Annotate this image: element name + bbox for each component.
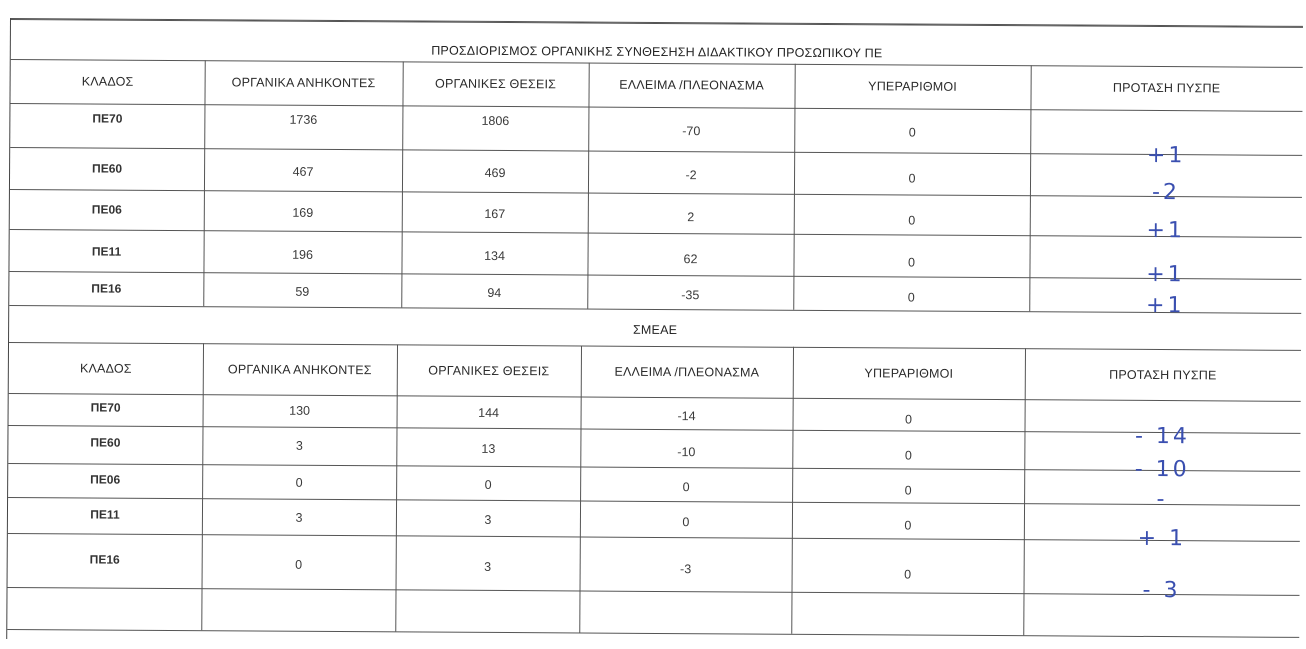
table-cell-anhkontes: 59 xyxy=(295,284,310,299)
table-cell-theseis: 0 xyxy=(484,477,492,492)
handwritten-protasi: -2 xyxy=(1151,179,1181,205)
header-elleima: ΕΛΛΕΙΜΑ /ΠΛΕΟΝΑΣΜΑ xyxy=(619,77,765,93)
table-cell-elleima: -3 xyxy=(680,562,692,577)
table-row-klados: ΠΕ70 xyxy=(92,111,123,126)
handwritten-protasi: +1 xyxy=(1146,217,1186,243)
table-cell-yperarithmoi: 0 xyxy=(908,171,916,186)
handwritten-protasi: + 1 xyxy=(1137,525,1187,551)
table-cell-anhkontes: 467 xyxy=(292,164,314,179)
header-protasi: ΠΡΟΤΑΣΗ ΠΥΣΠΕ xyxy=(1109,367,1217,382)
table-cell-yperarithmoi: 0 xyxy=(907,290,915,305)
table-cell-elleima: -70 xyxy=(682,124,701,139)
table-cell-theseis: 1806 xyxy=(481,113,510,129)
header-yperarithmoi: ΥΠΕΡΑΡΙΘΜΟΙ xyxy=(868,79,958,94)
table-cell-yperarithmoi: 0 xyxy=(908,213,916,228)
table-row-klados: ΠΕ16 xyxy=(89,552,120,567)
table-cell-elleima: 62 xyxy=(683,252,698,267)
table-cell-anhkontes: 130 xyxy=(289,403,311,418)
table-cell-theseis: 3 xyxy=(484,559,492,574)
table-cell-yperarithmoi: 0 xyxy=(904,483,912,498)
table-cell-anhkontes: 0 xyxy=(295,557,303,572)
header-yperarithmoi: ΥΠΕΡΑΡΙΘΜΟΙ xyxy=(864,365,954,381)
table-cell-yperarithmoi: 0 xyxy=(904,448,912,463)
table-cell-elleima: 2 xyxy=(687,210,695,225)
table-cell-elleima: 0 xyxy=(682,515,690,530)
handwritten-protasi: - xyxy=(1156,486,1168,512)
table-row-klados: ΠΕ16 xyxy=(91,281,122,296)
table-cell-anhkontes: 0 xyxy=(295,475,303,490)
header-theseis: ΟΡΓΑΝΙΚΕΣ ΘΕΣΕΙΣ xyxy=(435,76,557,92)
table-cell-theseis: 469 xyxy=(484,165,506,181)
table-smeae-title: ΣΜΕΑΕ xyxy=(632,322,678,338)
table-cell-theseis: 13 xyxy=(481,441,496,456)
header-elleima: ΕΛΛΕΙΜΑ /ΠΛΕΟΝΑΣΜΑ xyxy=(614,364,760,380)
table-cell-theseis: 3 xyxy=(484,512,492,527)
table-cell-elleima: -2 xyxy=(685,168,697,183)
table-cell-elleima: -14 xyxy=(677,409,696,424)
table-row-klados: ΠΕ60 xyxy=(90,435,121,450)
table-cell-yperarithmoi: 0 xyxy=(904,567,912,582)
rule-line xyxy=(7,629,1299,638)
table-cell-theseis: 94 xyxy=(487,285,502,301)
table-cell-theseis: 167 xyxy=(484,206,506,222)
header-klados: ΚΛΑΔΟΣ xyxy=(79,360,132,376)
table-cell-yperarithmoi: 0 xyxy=(904,518,912,533)
table-row-klados: ΠΕ11 xyxy=(91,244,122,259)
table-cell-anhkontes: 3 xyxy=(295,510,303,525)
table-cell-yperarithmoi: 0 xyxy=(908,125,916,140)
table-pe-title: ΠΡΟΣΔΙΟΡΙΣΜΟΣ ΟΡΓΑΝΙΚΗΣ ΣΥΝΘΕΣΗΣΗ ΔΙΔΑΚΤΙΚΟΥ ΠΡΟΣΩΠΙΚΟΥ ΠΕ xyxy=(431,43,883,61)
table-cell-anhkontes: 3 xyxy=(295,438,303,453)
table-cell-anhkontes: 196 xyxy=(292,247,314,262)
table-row-klados: ΠΕ11 xyxy=(90,507,120,522)
handwritten-protasi: - 14 xyxy=(1134,423,1191,449)
table-cell-elleima: 0 xyxy=(682,480,690,495)
rule-line xyxy=(11,19,1303,28)
table-cell-yperarithmoi: 0 xyxy=(905,412,913,427)
handwritten-protasi: +1 xyxy=(1146,261,1185,287)
table-row-klados: ΠΕ06 xyxy=(90,472,121,487)
table-row-klados: ΠΕ70 xyxy=(90,400,121,415)
table-cell-theseis: 144 xyxy=(478,405,500,420)
header-anhkontes: ΟΡΓΑΝΙΚΑ ΑΝΗΚΟΝΤΕΣ xyxy=(227,361,372,377)
handwritten-protasi: - 10 xyxy=(1134,456,1190,482)
table-cell-anhkontes: 1736 xyxy=(289,112,318,127)
table-cell-theseis: 134 xyxy=(484,248,506,264)
document-sheet xyxy=(6,18,1303,647)
header-anhkontes: ΟΡΓΑΝΙΚΑ ΑΝΗΚΟΝΤΕΣ xyxy=(231,75,376,91)
table-row-klados: ΠΕ60 xyxy=(92,161,123,176)
table-cell-yperarithmoi: 0 xyxy=(907,255,916,270)
handwritten-protasi: +1 xyxy=(1145,292,1185,318)
table-cell-anhkontes: 169 xyxy=(292,205,314,220)
handwritten-protasi: +1 xyxy=(1146,142,1186,168)
table-cell-elleima: -35 xyxy=(681,288,700,303)
header-theseis: ΟΡΓΑΝΙΚΕΣ ΘΕΣΕΙΣ xyxy=(428,363,550,378)
handwritten-protasi: - 3 xyxy=(1142,577,1181,603)
header-protasi: ΠΡΟΤΑΣΗ ΠΥΣΠΕ xyxy=(1112,80,1221,96)
header-klados: ΚΛΑΔΟΣ xyxy=(81,74,134,89)
table-row-klados: ΠΕ06 xyxy=(91,202,122,217)
table-cell-elleima: -10 xyxy=(677,445,696,460)
